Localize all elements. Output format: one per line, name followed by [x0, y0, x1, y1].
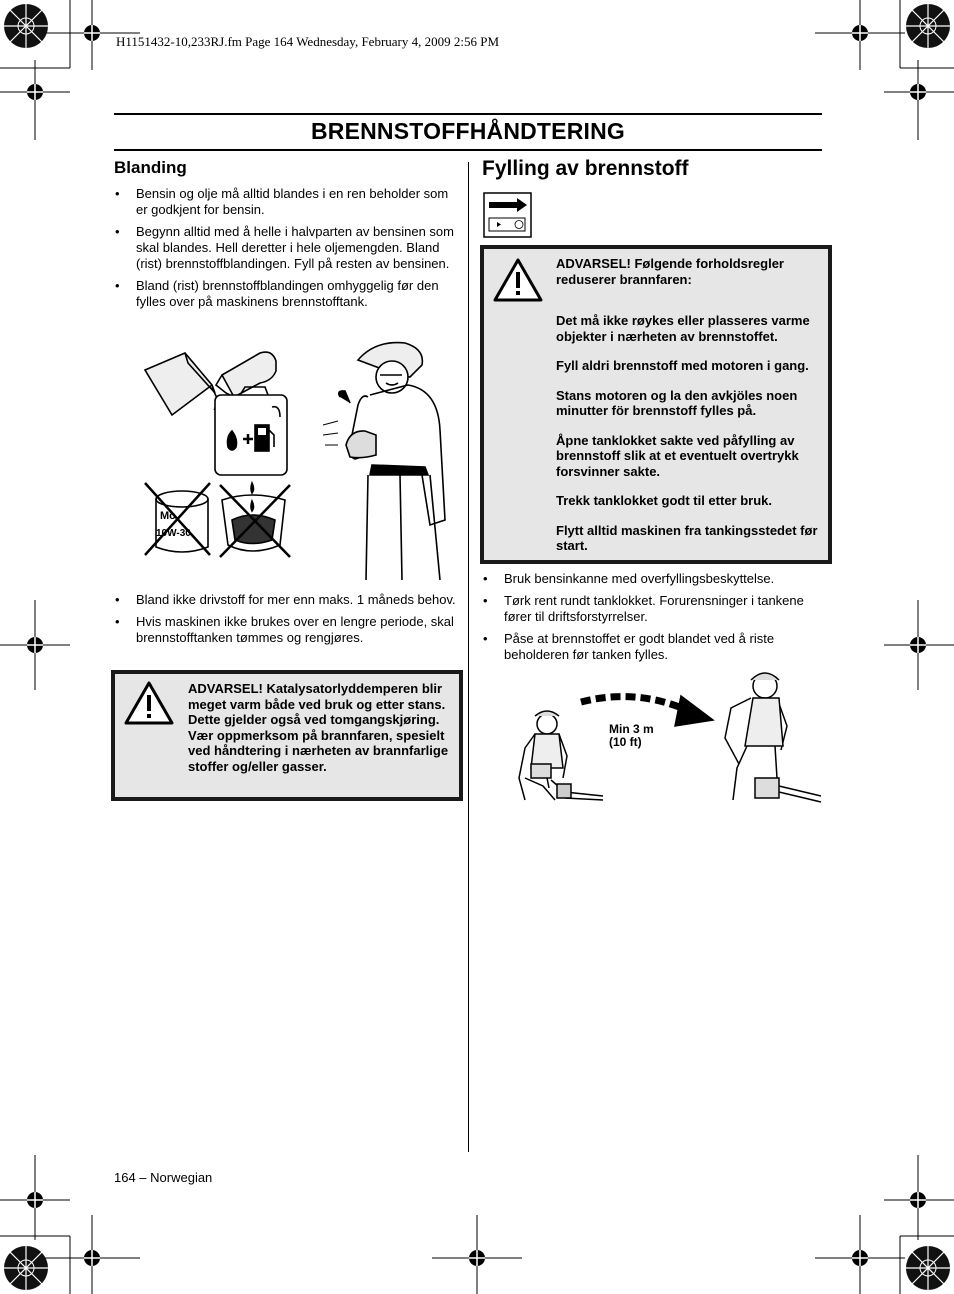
muffler-warning-text: ADVARSEL! Katalysatorlyddemperen blir meget varm både ved bruk og etter stans. Dette gjelder også ved tomgangskjøring. Vær oppmerksom på brannfaren, spesielt ved håndtering i nærheten av brannfarlige stoffer og/eller gasser.: [188, 681, 449, 774]
warning-item: Stans motoren og la den avkjöles noen minutter för brennstoff fylles på.: [556, 387, 798, 418]
title-rule-bottom: [114, 149, 822, 151]
muffler-warning-box: [111, 670, 463, 801]
warning-item: Trekk tanklokket godt til etter bruk.: [556, 493, 772, 508]
title-rule-top: [114, 113, 822, 115]
list-item: • Bland (rist) brennstoffblandingen omhyggelig før den fylles over på maskinens brennstofftank.: [114, 278, 458, 310]
warning-item: Åpne tanklokket sakte ved påfylling av brennstoff slik at et eventuelt overtrykk forsvinner sakte.: [556, 432, 799, 479]
warning-title: ADVARSEL! Følgende forholdsregler reduserer brannfaren:: [556, 256, 784, 287]
list-item: • Påse at brennstoffet er godt blandet ved å riste beholderen før tanken fylles.: [482, 631, 822, 663]
oil-can-grade: 10W-30: [156, 528, 191, 539]
list-item: • Begynn alltid med å helle i halvparten av bensinen som skal blandes. Hell deretter i hele oljemengden. Bland (rist) brennstoffblandingen. Fyll på resten av bensinen.: [114, 224, 458, 272]
warning-item: Fyll aldri brennstoff med motoren i gang.: [556, 358, 809, 373]
warning-item: Flytt alltid maskinen fra tankingsstedet før start.: [556, 522, 818, 553]
mixing-instructions-list: [114, 186, 458, 316]
page-title: BRENNSTOFFHÅNDTERING: [310, 118, 626, 144]
list-item: • Tørk rent rundt tanklokket. Forurensninger i tankene fører til driftsforstyrrelser.: [482, 593, 822, 625]
fuel-mixing-illustration: [140, 335, 460, 585]
start-distance-illustration: [505, 668, 825, 808]
list-item: • Bensin og olje må alltid blandes i en ren beholder som er godkjent for bensin.: [114, 186, 458, 218]
fire-hazard-warning-box: [480, 245, 832, 564]
warning-triangle-icon: [123, 680, 175, 726]
section-heading-blanding: Blanding: [114, 158, 187, 177]
section-heading-fylling: Fylling av brennstoff: [482, 157, 689, 180]
column-divider: [468, 162, 469, 1152]
list-item: • Bruk bensinkanne med overfyllingsbeskyttelse.: [482, 571, 822, 587]
distance-label-line2: (10 ft): [609, 735, 642, 749]
refuel-arrow-icon: [483, 192, 532, 238]
page-footer: 164 – Norwegian: [114, 1170, 213, 1185]
warning-item: Det må ikke røykes eller plasseres varme objekter i nærheten av brennstoffet.: [556, 313, 810, 344]
distance-label-line1: Min 3 m: [609, 722, 654, 736]
warning-triangle-icon: [492, 257, 544, 303]
refuel-instructions-list: [482, 571, 822, 669]
file-info-header: H1151432-10,233RJ.fm Page 164 Wednesday, February 4, 2009 2:56 PM: [116, 34, 500, 49]
oil-can-label: Mo: [160, 510, 176, 522]
list-item: • Bland ikke drivstoff for mer enn maks. 1 måneds behov.: [114, 592, 458, 608]
fire-hazard-warning-content: [556, 256, 826, 568]
storage-instructions-list: [114, 592, 458, 652]
list-item: • Hvis maskinen ikke brukes over en lengre periode, skal brennstofftanken tømmes og rengjøres.: [114, 614, 458, 646]
distance-label: [609, 723, 654, 749]
